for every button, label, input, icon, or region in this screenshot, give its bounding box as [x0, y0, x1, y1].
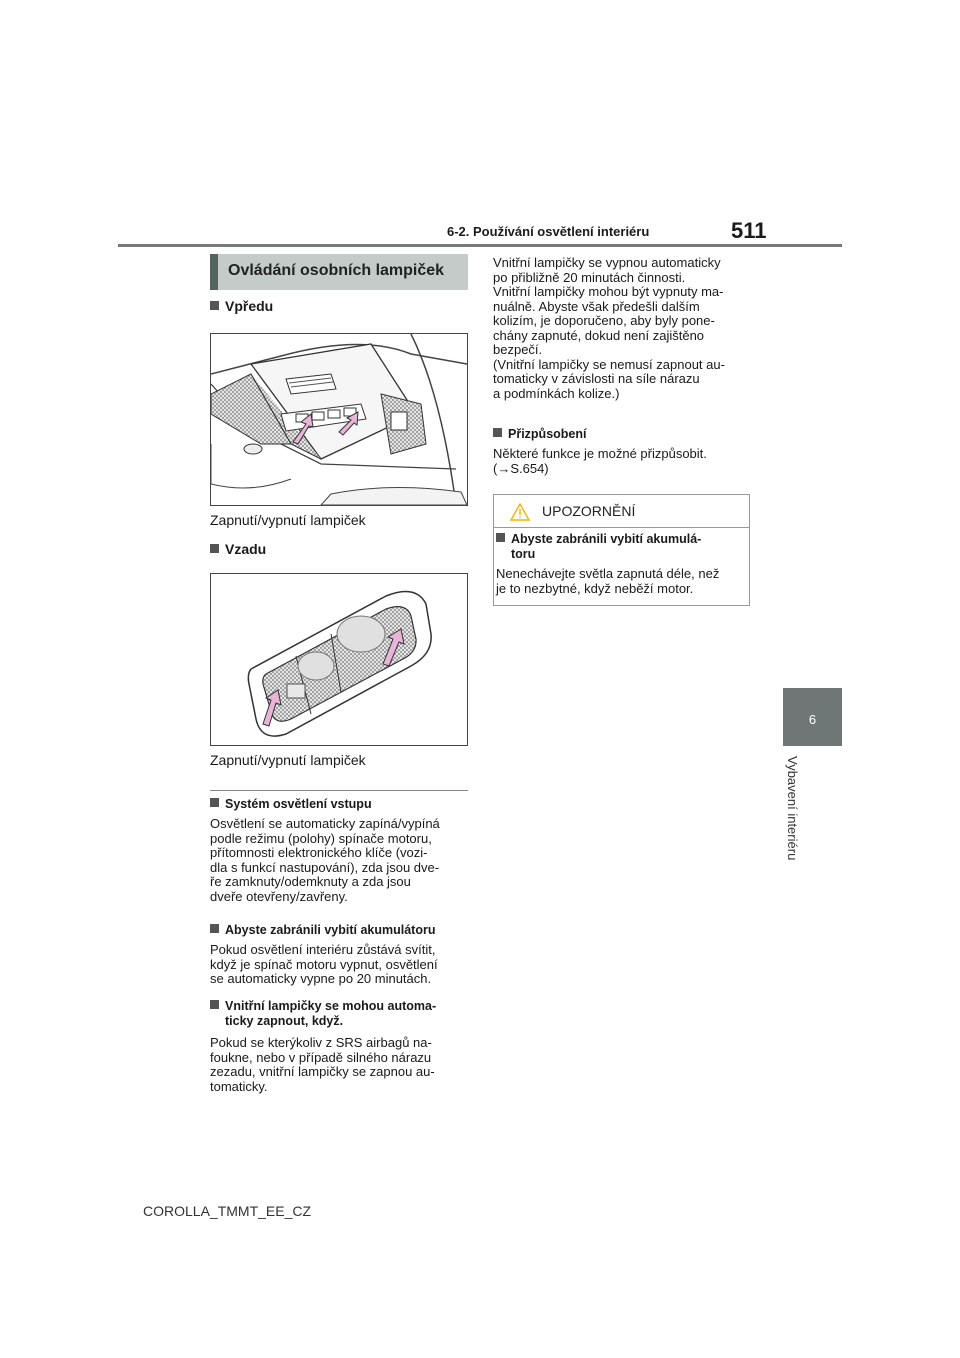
intro-line: po přibližně 20 minutách činnosti.	[493, 269, 686, 285]
note-line: podle režimu (polohy) spínače motoru,	[210, 830, 432, 846]
chapter-title: Vybavení interiéru	[785, 756, 800, 861]
rear-caption: Zapnutí/vypnutí lampiček	[210, 752, 366, 768]
square-bullet-icon	[493, 428, 502, 437]
caution-line: je to nezbytné, když neběží motor.	[496, 580, 694, 596]
intro-line: chány zapnuté, dokud není zajištěno	[493, 327, 705, 343]
custom-line: Některé funkce je možné přizpůsobit.	[493, 446, 707, 461]
custom-body	[493, 447, 758, 476]
section-title: 6-2. Používání osvětlení interiéru	[447, 224, 650, 239]
intro-line: kolizím, je doporučeno, aby byly pone-	[493, 313, 715, 328]
caution-item-heading-text: toru	[511, 547, 536, 561]
note-line: Pokud osvětlení interiéru zůstává svítit,	[210, 942, 436, 957]
note-line: se automaticky vypne po 20 minutách.	[210, 971, 432, 986]
page-number: 511	[731, 218, 767, 243]
chapter-tab	[783, 688, 842, 746]
square-bullet-icon	[210, 798, 219, 807]
note-heading-text: Vnitřní lampičky se mohou automa-	[225, 999, 437, 1013]
note-heading-text: Abyste zabránili vybití akumulátoru	[225, 923, 436, 937]
square-bullet-icon	[210, 301, 219, 310]
note-line: když je spínač motoru vypnut, osvětlení	[210, 956, 438, 972]
section-heading: Ovládání osobních lampiček	[210, 254, 468, 290]
caution-body	[496, 567, 719, 596]
notes-divider	[210, 790, 468, 791]
caution-item-heading	[496, 532, 701, 562]
intro-line: a podmínkách kolize.)	[493, 385, 620, 401]
front-heading-text: Vpředu	[225, 298, 274, 314]
caution-line: Nenechávejte světla zapnutá déle, než	[496, 566, 720, 581]
caution-title: UPOZORNĚNÍ	[542, 503, 636, 519]
note-heading	[210, 797, 372, 812]
intro-line: Vnitřní lampičky se vypnou automaticky	[493, 255, 721, 270]
intro-line: nuálně. Abyste však předešli dalším	[493, 298, 700, 314]
intro-line: bezpečí.	[493, 342, 543, 357]
intro-paragraph	[493, 256, 758, 401]
square-bullet-icon	[210, 924, 219, 933]
rear-heading-text: Vzadu	[225, 541, 267, 557]
note-line: přítomnosti elektronického klíče (vozi-	[210, 845, 428, 860]
square-bullet-icon	[210, 1000, 219, 1009]
square-bullet-icon	[210, 544, 219, 553]
front-console-svg	[211, 334, 467, 505]
intro-line: tomaticky v závislosti na síle nárazu	[493, 371, 700, 386]
note-body	[210, 943, 470, 987]
caution-box	[493, 494, 750, 606]
custom-heading-text: Přizpůsobení	[508, 427, 587, 441]
note-heading-text: ticky zapnout, když.	[225, 1014, 344, 1028]
intro-line: Vnitřní lampičky mohou být vypnuty ma-	[493, 284, 724, 299]
chapter-number: 6	[808, 712, 817, 727]
caution-item-heading-text: Abyste zabránili vybití akumulá-	[511, 532, 702, 546]
note-body	[210, 1036, 470, 1094]
document-code: COROLLA_TMMT_EE_CZ	[143, 1203, 312, 1219]
note-line: ře zamknuty/odemknuty a zda jsou	[210, 874, 411, 889]
caution-header	[494, 495, 749, 528]
front-caption: Zapnutí/vypnutí lampiček	[210, 512, 366, 528]
note-line: Pokud se kterýkoliv z SRS airbagů na-	[210, 1035, 432, 1050]
note-line: zezadu, vnitřní lampičky se zapnou au-	[210, 1064, 435, 1079]
warning-triangle-icon	[509, 502, 531, 522]
note-line: tomaticky.	[210, 1078, 268, 1094]
rear-lamp-illustration	[210, 573, 468, 746]
note-body	[210, 817, 470, 904]
note-line: dveře otevřeny/zavřeny.	[210, 888, 348, 904]
page-reference-link[interactable]: (→S.654)	[493, 460, 549, 476]
note-line: foukne, nebo v případě silného nárazu	[210, 1049, 432, 1065]
note-line: Osvětlení se automaticky zapíná/vypíná	[210, 816, 440, 831]
header-rule	[118, 244, 842, 247]
front-heading	[210, 298, 273, 314]
note-heading-text: Systém osvětlení vstupu	[225, 797, 372, 811]
note-line: dla s funkcí nastupování), zda jsou dve-	[210, 859, 440, 875]
intro-line: (Vnitřní lampičky se nemusí zapnout au-	[493, 356, 725, 372]
note-heading	[210, 999, 472, 1029]
custom-heading	[493, 427, 586, 442]
rear-lamp-svg	[211, 574, 467, 745]
square-bullet-icon	[496, 533, 505, 542]
front-lamps-illustration	[210, 333, 468, 506]
rear-heading	[210, 541, 266, 557]
note-heading	[210, 923, 435, 938]
